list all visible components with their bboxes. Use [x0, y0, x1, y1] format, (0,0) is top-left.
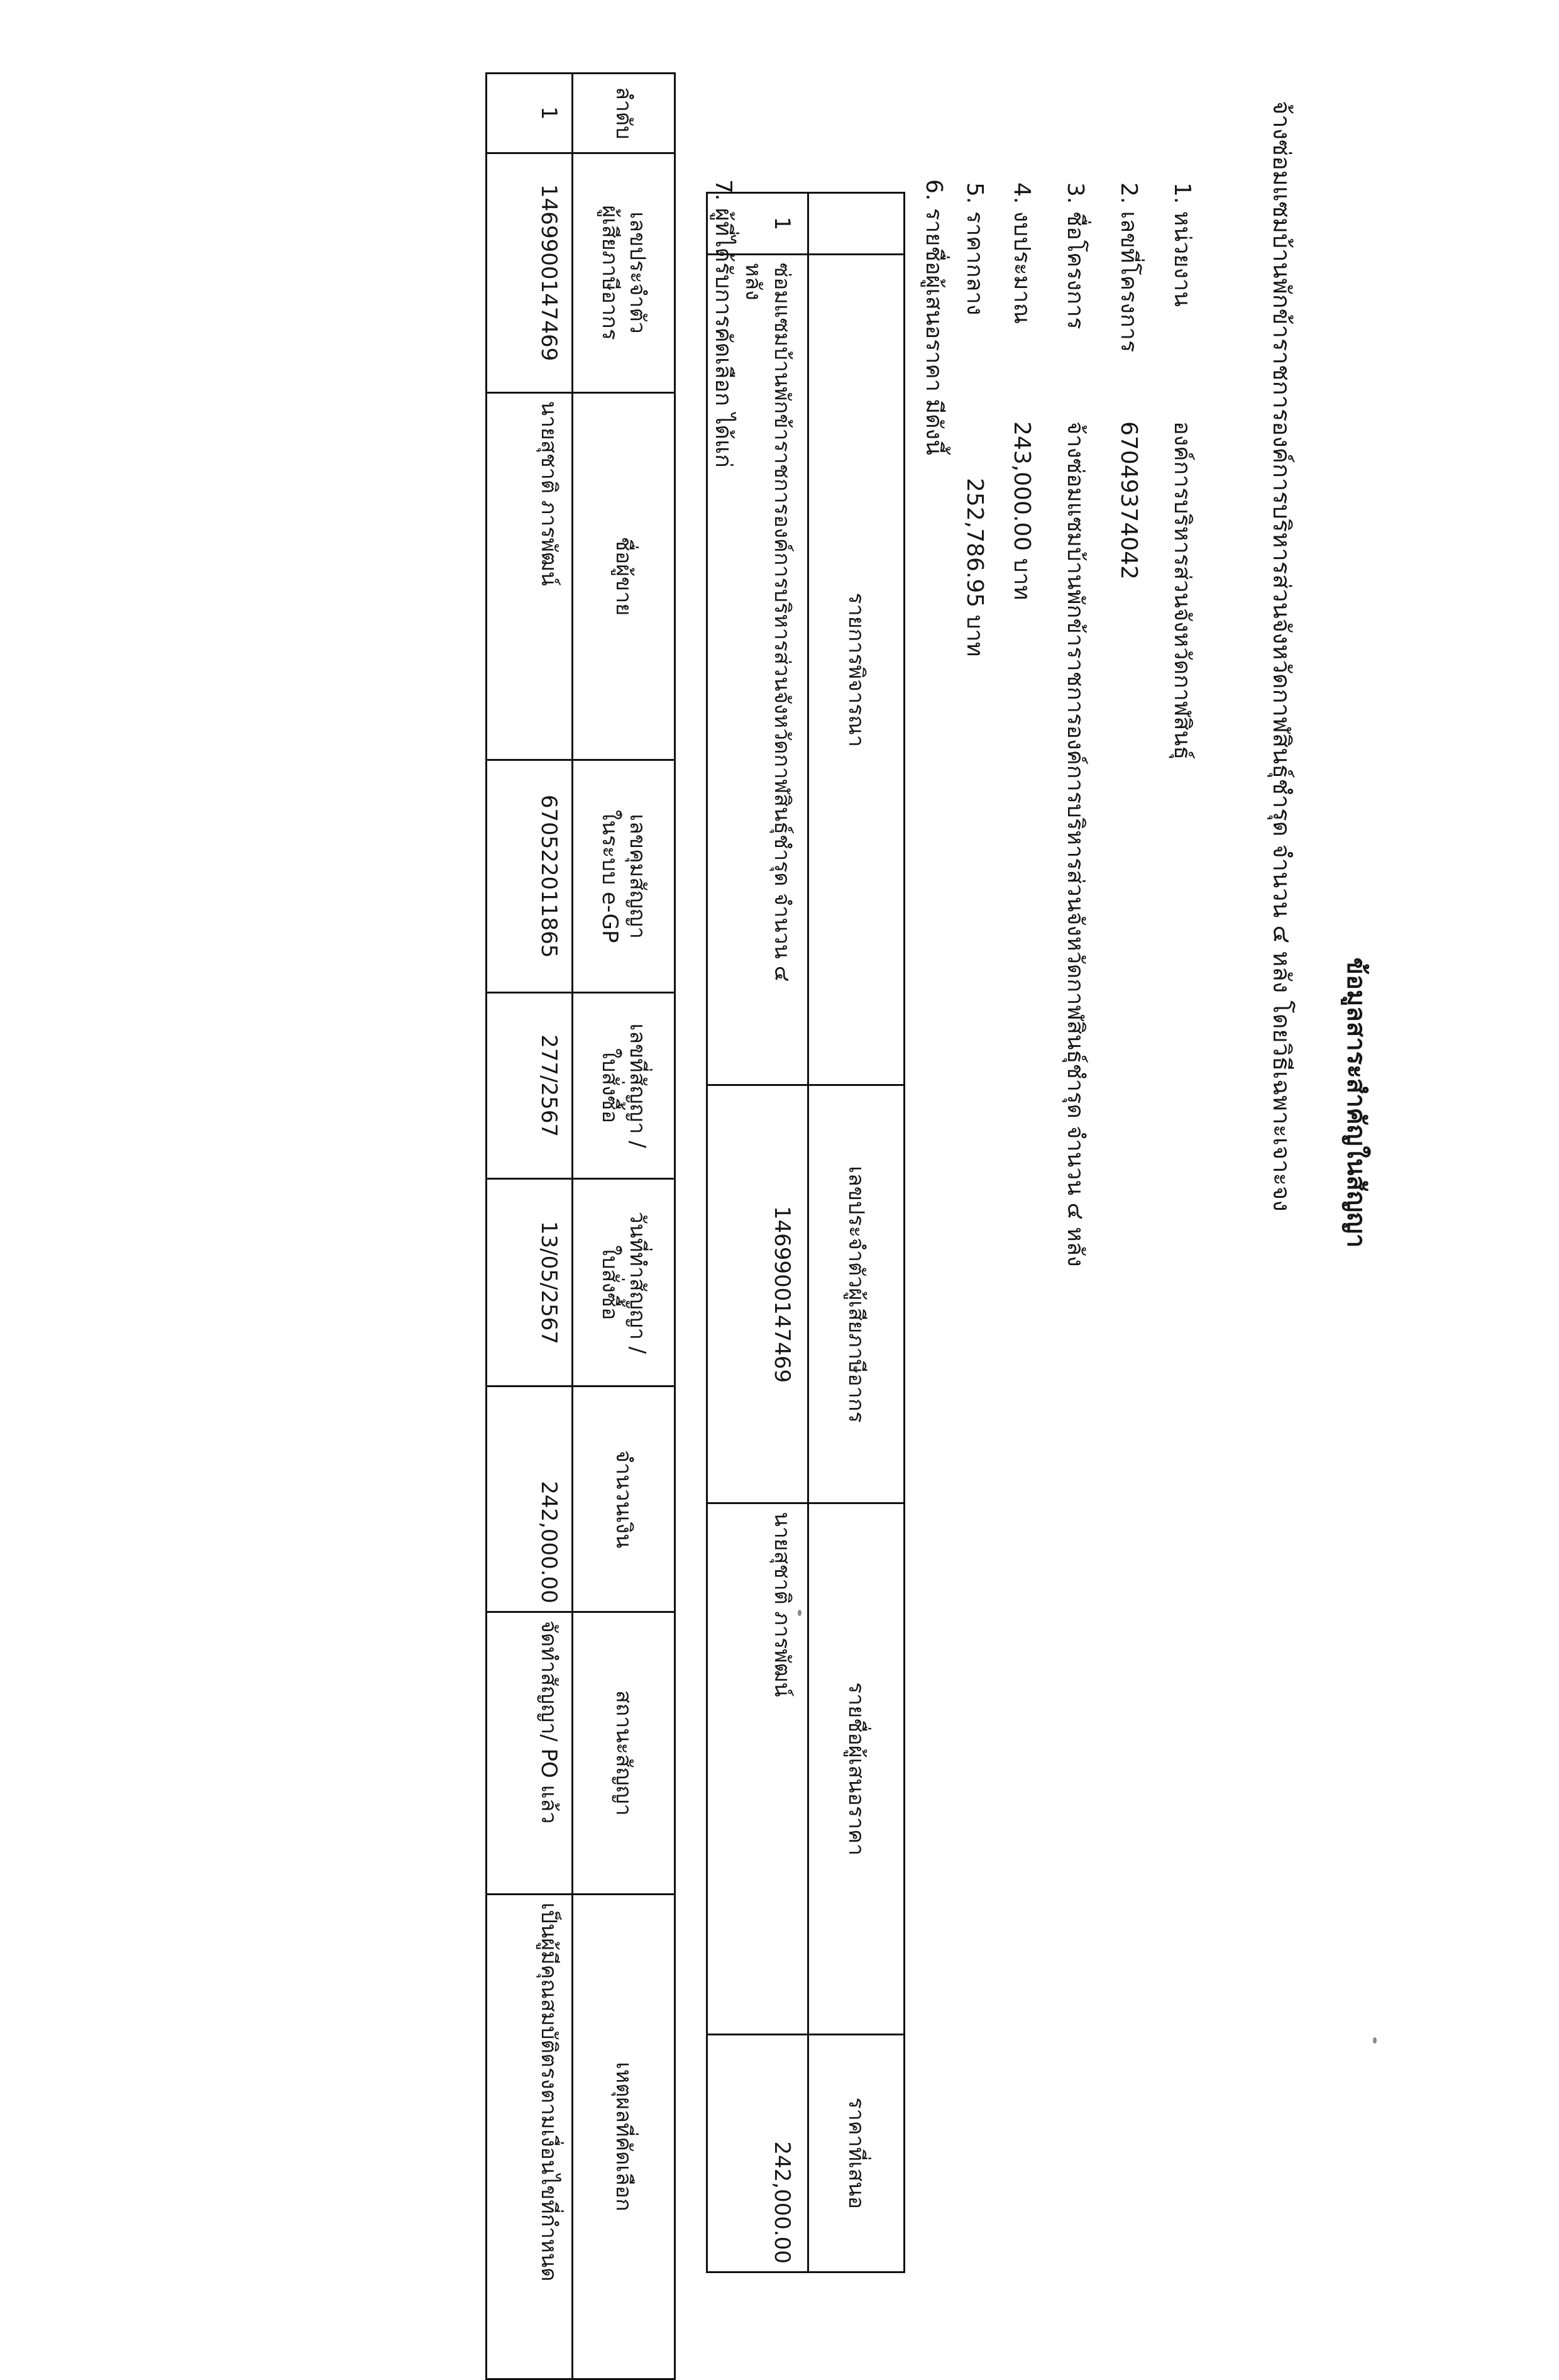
bidder-row-item-line2: หลัง [741, 262, 766, 301]
winners-col-contract-no-line1: เลขที่สัญญา / [625, 1023, 651, 1148]
winner-row-status: จัดทำสัญญา/ PO แล้ว [487, 1612, 573, 1894]
winners-col-contract-no [573, 993, 675, 1179]
scan-speck [1373, 2037, 1377, 2044]
info-median-price-value: 252,786.95 บาท [962, 478, 988, 657]
winners-col-contract-egp-line1: เลขคุมสัญญา [625, 814, 651, 939]
table-row [707, 193, 808, 2272]
winners-col-contract-egp-line2: ในระบบ e-GP [597, 809, 622, 943]
info-project-name-value: จ้างซ่อมแซมบ้านพักข้าราชการองค์การบริหารส่วนจังหวัดกาฬสินธุ์ชำรุด จำนวน ๔ หลัง [1062, 421, 1088, 1267]
bidder-row-taxid: 1469900147469 [707, 1085, 808, 1503]
winners-col-seller: ชื่อผู้ขาย [573, 392, 675, 760]
winners-col-taxid [573, 153, 675, 392]
bidder-row-name: นายสุชาติ ภารพัฒน์ [707, 1503, 808, 2034]
winner-row-seller: นายสุชาติ ภารพัฒน์ [487, 392, 573, 760]
winners-col-contract-no-line2: ใบสั่งซื้อ [597, 1048, 622, 1124]
info-agency-label: 1. หน่วยงาน [1169, 182, 1195, 307]
info-budget [1005, 182, 1040, 600]
bidders-col-taxid: เลขประจำตัวผู้เสียภาษีอากร [808, 1085, 905, 1503]
bidders-col-item: รายการพิจารณา [808, 254, 905, 1085]
winners-col-no: ลำดับ [573, 74, 675, 153]
info-median-price-label: 5. ราคากลาง [962, 182, 988, 316]
winners-heading: 7. ผู้ที่ได้รับการคัดเลือก ได้แก่ [710, 179, 736, 468]
info-project-no [1111, 182, 1147, 580]
bidders-table-header [808, 193, 905, 2272]
page-title: ข้อมูลสาระสำคัญในสัญญา [1341, 957, 1370, 1248]
info-agency-value: องค์การบริหารส่วนจังหวัดกาฬสินธุ์ [1169, 421, 1195, 760]
info-project-name-label: 3. ชื่อโครงการ [1062, 182, 1088, 329]
winners-col-taxid-line2: ผู้เสียภาษีอากร [597, 205, 622, 340]
info-project-no-value: 67049374042 [1116, 421, 1142, 580]
winners-col-contract-egp [573, 760, 675, 993]
info-project-name [1058, 182, 1094, 1267]
info-agency [1165, 182, 1201, 760]
winners-col-reason: เหตุผลที่คัดเลือก [573, 1894, 675, 2379]
winners-table [485, 72, 676, 2380]
winner-row-contract-egp: 670522011865 [487, 760, 573, 993]
bidder-row-price: 242,000.00 [707, 2034, 808, 2272]
info-median-price [957, 182, 993, 656]
bidders-col-price: ราคาที่เสนอ [808, 2034, 905, 2272]
project-subtitle: จ้างซ่อมแซมบ้านพักข้าราชการองค์การบริหารส่วนจังหวัดกาฬสินธุ์ชำรุด จำนวน ๔ หลัง โดยวิธีเฉพาะเจาะจง [1268, 101, 1296, 1212]
winners-col-contract-date [573, 1179, 675, 1386]
bidders-col-no [808, 193, 905, 255]
bidder-row-no: 1 [707, 193, 808, 255]
info-budget-label: 4. งบประมาณ [1009, 182, 1035, 324]
scan-speck [798, 1610, 802, 1616]
winner-row-no: 1 [487, 74, 573, 153]
winner-row-contract-date: 13/05/2567 [487, 1179, 573, 1386]
winner-row-contract-no: 277/2567 [487, 993, 573, 1179]
bidder-row-item-line1: ซ่อมแซมบ้านพักข้าราชการองค์การบริหารส่วนจังหวัดกาฬสินธุ์ชำรุด จำนวน ๔ [769, 262, 795, 982]
winners-table-header [573, 74, 675, 2379]
winners-col-taxid-line1: เลขประจำตัว [625, 211, 651, 334]
winners-col-amount: จำนวนเงิน [573, 1386, 675, 1612]
bidders-col-bidder: รายชื่อผู้เสนอราคา [808, 1503, 905, 2034]
info-budget-value: 243,000.00 บาท [1009, 421, 1035, 601]
winner-row-amount: 242,000.00 [487, 1386, 573, 1612]
bidders-heading: 6. รายชื่อผู้เสนอราคา มีดังนี้ [921, 179, 947, 455]
bidders-table [706, 192, 905, 2273]
winners-col-status: สถานะสัญญา [573, 1612, 675, 1894]
winner-row-taxid: 1469900147469 [487, 153, 573, 392]
winner-row-reason: เป็นผู้มีคุณสมบัติตรงตามเงื่อนไขที่กำหนด [487, 1894, 573, 2379]
table-row [487, 74, 573, 2379]
winners-col-contract-date-line1: วันที่ทำสัญญา / [625, 1211, 651, 1354]
winners-col-contract-date-line2: ใบสั่งซื้อ [597, 1245, 622, 1320]
info-project-no-label: 2. เลขที่โครงการ [1116, 182, 1142, 353]
